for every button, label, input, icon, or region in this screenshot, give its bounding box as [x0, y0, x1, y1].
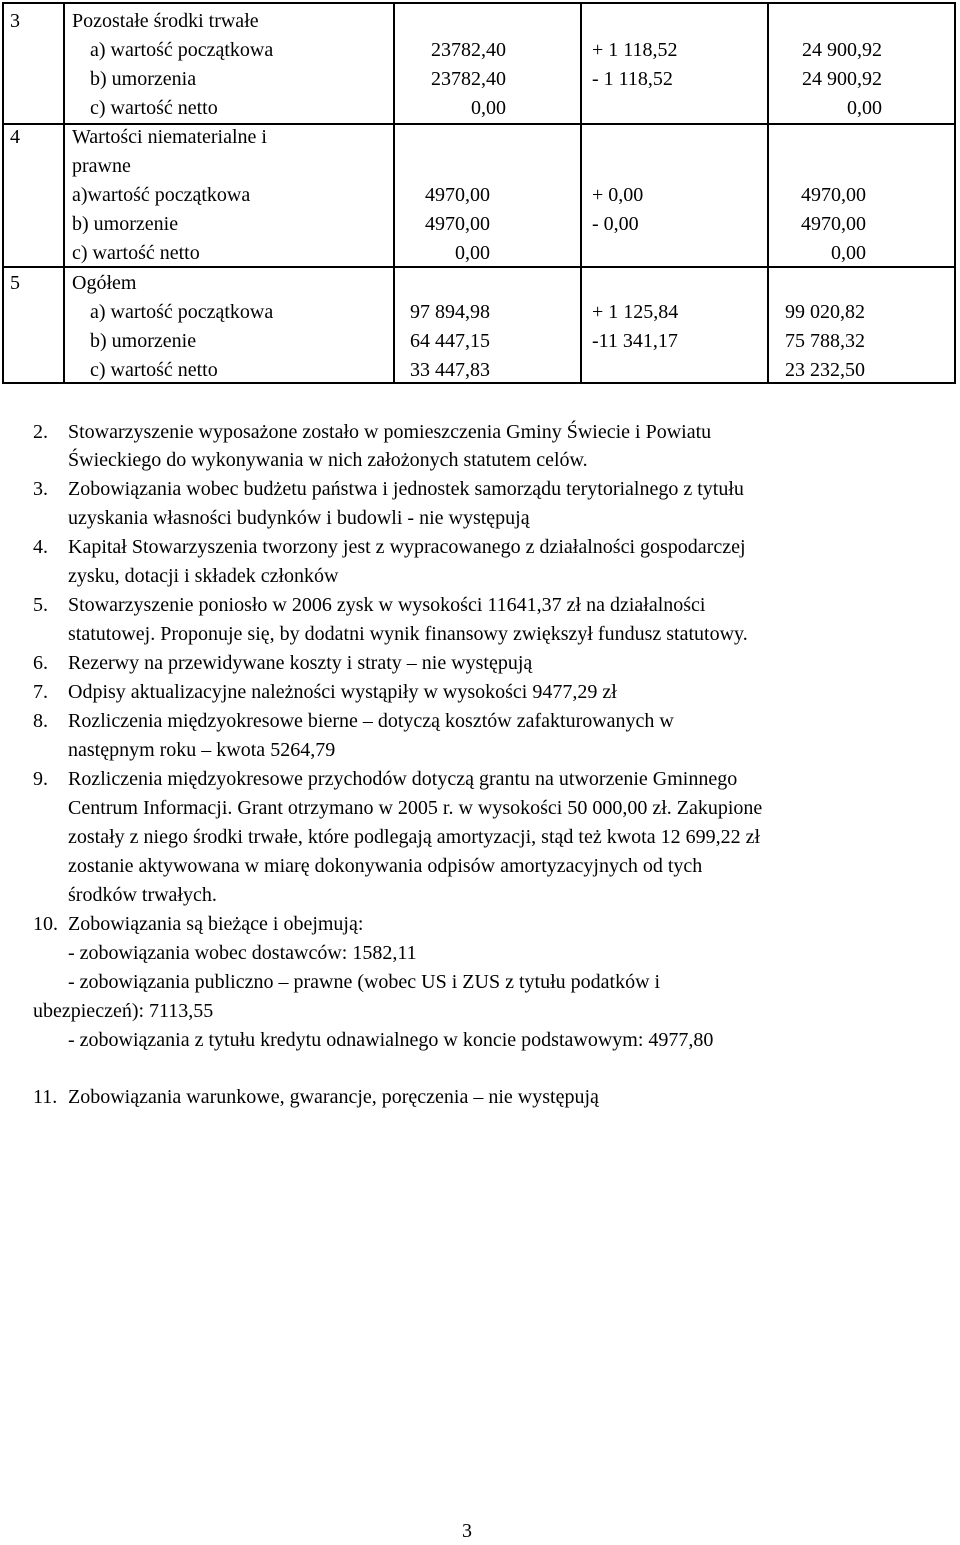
note-line: - zobowiązania z tytułu kredytu odnawialnego w koncie podstawowym: 4977,80 [68, 1029, 714, 1051]
row-label: b) umorzenie [72, 213, 179, 235]
cell-value: 99 020,82 [785, 301, 865, 323]
cell-value: 23782,40 [431, 39, 506, 61]
cell-value: + 1 118,52 [592, 39, 678, 61]
cell-value: + 0,00 [592, 184, 644, 206]
note-line: Centrum Informacji. Grant otrzymano w 2005 r. w wysokości 50 000,00 zł. Zakupione [68, 797, 763, 819]
column-divider [767, 2, 769, 384]
cell-value: 4970,00 [425, 184, 490, 206]
note-number: 10. [33, 913, 58, 935]
note-line: zostanie aktywowana w miarę dokonywania odpisów amortyzacyjnych od tych [68, 855, 703, 877]
row-label: a) wartość początkowa [90, 301, 274, 323]
note-line: zostały z niego środki trwałe, które podlegają amortyzacji, stąd też kwota 12 699,22 zł [68, 826, 761, 848]
note-line: Rezerwy na przewidywane koszty i straty – nie występują [68, 652, 533, 674]
cell-value: 24 900,92 [802, 68, 882, 90]
row-label: c) wartość netto [90, 359, 218, 381]
cell-value: 4970,00 [425, 213, 490, 235]
row-label: b) umorzenia [90, 68, 197, 90]
row-label: b) umorzenie [90, 330, 197, 352]
note-line: - zobowiązania wobec dostawców: 1582,11 [68, 942, 417, 964]
cell-value: 23 232,50 [785, 359, 865, 381]
note-line: Świeckiego do wykonywania w nich założonych statutem celów. [68, 449, 588, 471]
cell-value: 23782,40 [431, 68, 506, 90]
note-line: Zobowiązania warunkowe, gwarancje, poręczenia – nie występują [68, 1086, 599, 1108]
note-line: Kapitał Stowarzyszenia tworzony jest z wypracowanego z działalności gospodarczej [68, 536, 746, 558]
cell-value: 0,00 [471, 97, 506, 119]
cell-value: 24 900,92 [802, 39, 882, 61]
cell-value: 0,00 [847, 97, 882, 119]
cell-value: 33 447,83 [410, 359, 490, 381]
note-number: 5. [33, 594, 48, 616]
note-number: 4. [33, 536, 48, 558]
cell-value: - 1 118,52 [592, 68, 673, 90]
cell-value: 4970,00 [801, 213, 866, 235]
note-line: następnym roku – kwota 5264,79 [68, 739, 336, 761]
row-number: 4 [10, 126, 20, 148]
note-line: Rozliczenia międzyokresowe przychodów dotyczą grantu na utworzenie Gminnego [68, 768, 738, 790]
note-number: 11. [33, 1086, 58, 1108]
row-label: Ogółem [72, 272, 137, 294]
row-label: c) wartość netto [90, 97, 218, 119]
cell-value: 75 788,32 [785, 330, 865, 352]
row-label: a)wartość początkowa [72, 184, 251, 206]
row-label: Pozostałe środki trwałe [72, 10, 259, 32]
cell-value: 0,00 [455, 242, 490, 264]
column-divider [580, 2, 582, 384]
cell-value: 0,00 [831, 242, 866, 264]
page-number: 3 [462, 1520, 472, 1542]
note-number: 2. [33, 421, 48, 443]
row-divider [2, 123, 956, 125]
cell-value: 4970,00 [801, 184, 866, 206]
note-number: 3. [33, 478, 48, 500]
column-divider [393, 2, 395, 384]
row-number: 5 [10, 272, 20, 294]
cell-value: 64 447,15 [410, 330, 490, 352]
row-label: c) wartość netto [72, 242, 200, 264]
note-number: 7. [33, 681, 48, 703]
note-line: środków trwałych. [68, 884, 217, 906]
note-number: 9. [33, 768, 48, 790]
row-divider [2, 266, 956, 268]
cell-value: 97 894,98 [410, 301, 490, 323]
note-line: Zobowiązania wobec budżetu państwa i jednostek samorządu terytorialnego z tytułu [68, 478, 744, 500]
note-line: - zobowiązania publiczno – prawne (wobec US i ZUS z tytułu podatków i [68, 971, 661, 993]
row-label: Wartości niematerialne i [72, 126, 267, 148]
note-line: ubezpieczeń): 7113,55 [33, 1000, 214, 1022]
cell-value: - 0,00 [592, 213, 639, 235]
note-line: Rozliczenia międzyokresowe bierne – dotyczą kosztów zafakturowanych w [68, 710, 674, 732]
row-number: 3 [10, 10, 20, 32]
note-line: Stowarzyszenie wyposażone zostało w pomieszczenia Gminy Świecie i Powiatu [68, 421, 712, 443]
row-label: a) wartość początkowa [90, 39, 274, 61]
note-line: Stowarzyszenie poniosło w 2006 zysk w wysokości 11641,37 zł na działalności [68, 594, 706, 616]
note-line: statutowej. Proponuje się, by dodatni wynik finansowy zwiększył fundusz statutowy. [68, 623, 748, 645]
note-number: 6. [33, 652, 48, 674]
note-line: uzyskania własności budynków i budowli - nie występują [68, 507, 530, 529]
note-line: zysku, dotacji i składek członków [68, 565, 339, 587]
note-line: Zobowiązania są bieżące i obejmują: [68, 913, 364, 935]
column-divider [63, 2, 65, 384]
note-line: Odpisy aktualizacyjne należności wystąpiły w wysokości 9477,29 zł [68, 681, 617, 703]
cell-value: -11 341,17 [592, 330, 678, 352]
cell-value: + 1 125,84 [592, 301, 679, 323]
note-number: 8. [33, 710, 48, 732]
row-label: prawne [72, 155, 131, 177]
